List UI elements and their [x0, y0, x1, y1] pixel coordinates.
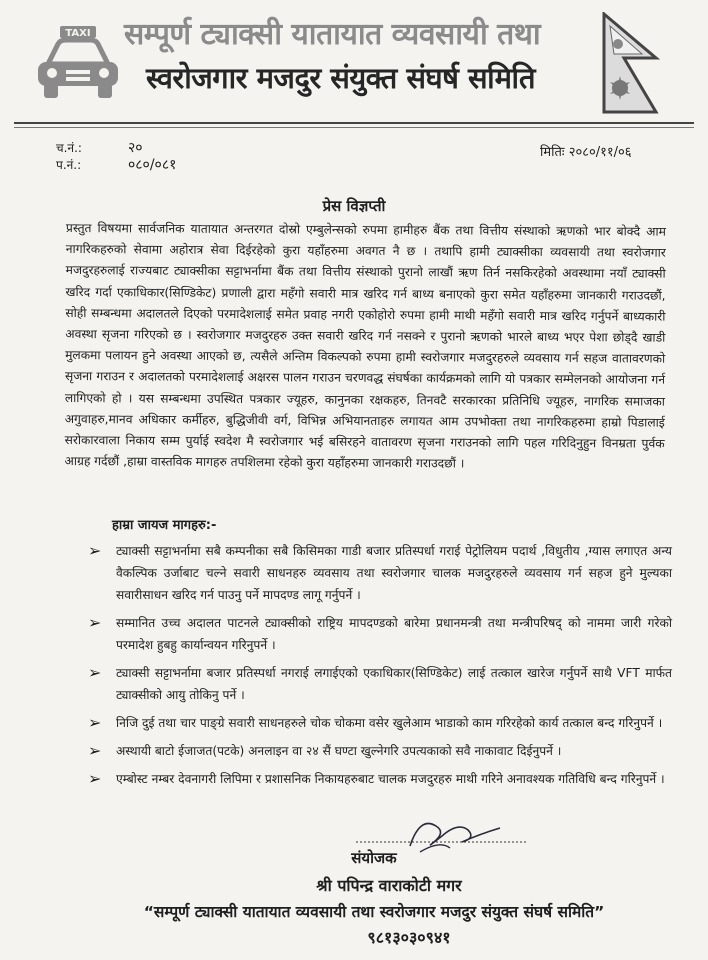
taxi-car-icon: [30, 22, 126, 102]
arrow-bullet-icon: ➢: [88, 541, 102, 560]
arrow-bullet-icon: ➢: [88, 613, 102, 632]
date-value: २०८०/११/०६: [568, 145, 632, 160]
date-block: [540, 142, 632, 160]
org-name: सम्पूर्ण ट्याक्सी यातायात व्यवसायी तथा: [124, 17, 541, 52]
demand-text: एम्बोस्ट नम्बर देवनागरी लिपिमा र प्रशासनिक निकायहरुबाट चालक मजदुरहरु माथी गरिने अनावश्यक गतिविधि बन्द गरिनुपर्ने ।: [116, 772, 665, 786]
signatory-organization: “सम्पूर्ण ट्याक्सी यातायात व्यवसायी तथा स्वरोजगार मजदुर संयुक्त संघर्ष समिति”: [143, 903, 605, 921]
demand-item: [86, 662, 672, 706]
reference-block: [56, 140, 176, 174]
demand-item: [86, 768, 672, 790]
letterhead: [0, 0, 708, 125]
signature-block: [0, 812, 708, 960]
date-label: मितिः: [540, 145, 565, 160]
demand-text: सम्मानित उच्च अदालत पाटनले ट्याक्सीको राष्ट्रिय मापदण्डको बारेमा प्रधानमन्त्री तथा मन्त्रीपरिषद् को नाममा जारी गरेको परमादेश हुबहु कार्यान्वयन गरिनुपर्ने ।: [116, 616, 672, 652]
body-paragraph: प्रस्तुत विषयमा सार्वजनिक यातायात अन्तरगत दोस्रो एम्बुलेन्सको रुपमा हामीहरु बैंक तथा वित्तीय संस्थाको ऋणको भार बोक्दै आम नागरिकहरुको सेवामा अहोरात्र सेवा दिईरहेको कुरा यहाँहरुमा अवगत नै छ । तथापि हामी ट्याक्सीका व्यवसायी तथा स्वरोजगार मजदुरहरुलाई राज्यबाट ट्याक्सीका सट्टाभर्नामा बैंक तथा वित्तीय संस्थाको पुरानो लाखौं ऋण तिर्न नसकिरहेको अवस्थामा नयाँ ट्याक्सी खरिद गर्दा एकाधिकार(सिण्डिकेट) प्रणाली द्वारा महँगो सवारी मात्र खरिद गर्न बाध्य बनाएको कुरा समेत यहाँहरुमा जानकारी गराउदछौं, सोही सम्बन्धमा अदालतले दिएको परमादेशलाई समेत प्रवाह नगरी एकोहोरो रुपमा हामी माथी महँगो सवारी मात्र खरिद गर्नुपर्ने बाध्यकारी अवस्था सृजना गरिएको छ । स्वरोजगार मजदुरहरु उक्त सवारी खरिद गर्न नसक्ने र पुरानो ऋणको भारले बाध्य भएर पेशा छोड्दै खाडी मुलकमा पलायन हुने अवस्था आएको छ, त्यसैले अन्तिम विकल्पको रुपमा हामी स्वरोजगार मजदुरहरुले व्यवसाय गर्न सहज वातावरणको सृजना गराउन र अदालतको परमादेशलाई अक्षरस पालन गराउन चरणवद्ध संघर्षका कार्यक्रमको लागि यो पत्रकार सम्मेलनको आयोजना गर्न लागिएको हो । यस सम्बन्धमा उपस्थित पत्रकार ज्यूहरु, कानुनका रक्षकहरु, तिनवटै सरकारका प्रतिनिधि ज्यूहरु, नागरिक समाजका अगुवाहरु,मानव अधिकार कर्मीहरु, बुद्धिजीवी वर्ग, विभिन्न अभियानताहरु लगायत आम उपभोक्ता तथा नागरिकहरुमा हाम्रो पिडालाई सरोकारवाला निकाय सम्म पुर्याई स्वदेश मै स्वरोजगार भई बसिरहने वातावरण सृजना गराउनको लागि पहल गरिदिनुहुन विनम्रता पुर्वक आग्रह गर्दछौं ,हाम्रा वास्तविक मागहरु तपशिलमा रहेको कुरा यहाँहरुमा जानकारी गराउदछौं ।: [64, 220, 666, 471]
demand-item: [86, 540, 672, 606]
demand-text: ट्याक्सी सट्टाभर्नामा बजार प्रतिस्पर्धा नगराई लगाईएको एकाधिकार(सिण्डिकेट) लाई तत्काल खारेज गर्नुपर्ने साथै VFT मार्फत ट्याक्सीको आयु तोकिनु पर्ने ।: [116, 666, 672, 702]
demand-item: [86, 712, 672, 734]
chalani-row: [56, 140, 176, 157]
demand-text: ट्याक्सी सट्टाभर्नामा सबै कम्पनीका सबै किसिमका गाडी बजार प्रतिस्पर्धा गराई पेट्रोलियम पदार्थ ,विधुतीय ,ग्यास लगाएत अन्य वैकल्पिक उर्जाबाट चल्ने सवारी साधनहरु व्यवसाय तथा स्वरोजगार चालक मजदुरहरुले व्यवसाय गर्न सहज हुने मुल्यका सवारीसाधन खरिद गर्न पाउनु पर्ने मापदण्ड लागू गर्नुपर्ने ।: [116, 544, 672, 602]
chalani-number: २०: [128, 140, 143, 156]
arrow-bullet-icon: ➢: [88, 713, 102, 732]
header-divider: [14, 122, 694, 124]
arrow-bullet-icon: ➢: [88, 769, 102, 788]
patra-label: प.नं.:: [56, 158, 82, 172]
signatory-name: श्री पपिन्द्र वाराकोटी मगर: [316, 876, 462, 895]
patra-row: [56, 157, 176, 174]
chalani-label: च.नं.:: [56, 141, 82, 155]
demands-list: [86, 540, 672, 796]
taxi-sign-text: TAXI: [65, 28, 91, 39]
nepal-flag-icon: [602, 12, 660, 116]
patra-number: ०८०/०८१: [128, 157, 177, 173]
demand-text: निजि दुई तथा चार पाङ्ग्रे सवारी साधनहरुले चोक चोकमा वसेर खुलेआम भाडाको काम गरिरहेको कार्य तत्काल बन्द गरिनुपर्ने ।: [116, 716, 663, 730]
press-release-title: प्रेस विज्ञप्ती: [322, 197, 386, 215]
demand-text: अस्थायी बाटो ईजाजत(पटके) अनलाइन वा २४ सैं घण्टा खुल्नेगरि उपत्यकाको सवै नाकावाट दिईनुपर्ने ।: [116, 744, 562, 758]
demand-item: [86, 740, 672, 762]
signatory-title: संयोजक: [351, 849, 397, 867]
arrow-bullet-icon: ➢: [88, 663, 102, 682]
org-subtitle: स्वरोजगार मजदुर संयुक्त संघर्ष समिति: [146, 61, 536, 95]
header-divider-thin: [14, 127, 694, 128]
arrow-bullet-icon: ➢: [88, 741, 102, 760]
demand-item: [86, 612, 672, 656]
demands-heading: हाम्रा जायज मागहरु:-: [112, 518, 217, 533]
contact-phone: ९८१३०३०९४१: [367, 928, 451, 947]
